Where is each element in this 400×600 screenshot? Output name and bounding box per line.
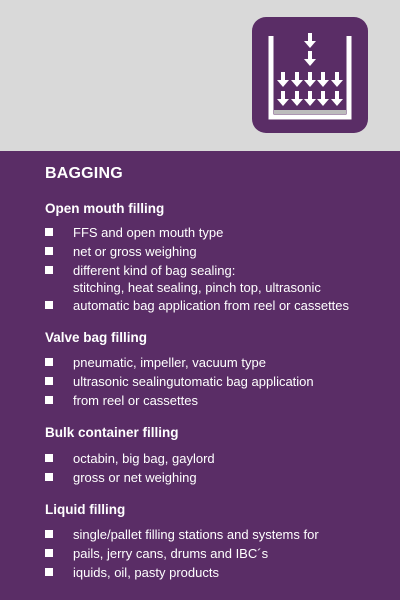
bullet-icon xyxy=(45,530,53,538)
list-item: different kind of bag sealing: stitching, heat sealing, pinch top, ultrasonic xyxy=(45,262,385,296)
section-title-open-mouth: Open mouth filling xyxy=(45,201,165,216)
bag-filling-icon xyxy=(252,17,368,133)
bagging-panel xyxy=(0,151,400,600)
bullet-icon xyxy=(45,228,53,236)
list-item: gross or net weighing xyxy=(45,469,385,486)
list-item: net or gross weighing xyxy=(45,243,385,260)
bullet-icon xyxy=(45,247,53,255)
section-title-valve-bag: Valve bag filling xyxy=(45,330,148,345)
bullet-icon xyxy=(45,358,53,366)
list-item: single/pallet filling stations and systems for xyxy=(45,526,385,543)
list-item: automatic bag application from reel or cassettes xyxy=(45,297,385,314)
list-item: iquids, oil, pasty products xyxy=(45,564,385,581)
list-item: ultrasonic sealingutomatic bag application xyxy=(45,373,385,390)
bullet-icon xyxy=(45,473,53,481)
bullet-icon xyxy=(45,549,53,557)
bullet-icon xyxy=(45,568,53,576)
list-item: pneumatic, impeller, vacuum type xyxy=(45,354,385,371)
list-item: FFS and open mouth type xyxy=(45,224,385,241)
list-item: from reel or cassettes xyxy=(45,392,385,409)
list-item: pails, jerry cans, drums and IBC´s xyxy=(45,545,385,562)
page-title: BAGGING xyxy=(45,165,123,182)
list-item: octabin, big bag, gaylord xyxy=(45,450,385,467)
bullet-icon xyxy=(45,266,53,274)
bullet-icon xyxy=(45,396,53,404)
section-title-bulk-container: Bulk container filling xyxy=(45,425,179,440)
header-band xyxy=(0,0,400,151)
section-title-liquid: Liquid filling xyxy=(45,502,126,517)
bullet-icon xyxy=(45,377,53,385)
bullet-icon xyxy=(45,301,53,309)
bullet-icon xyxy=(45,454,53,462)
